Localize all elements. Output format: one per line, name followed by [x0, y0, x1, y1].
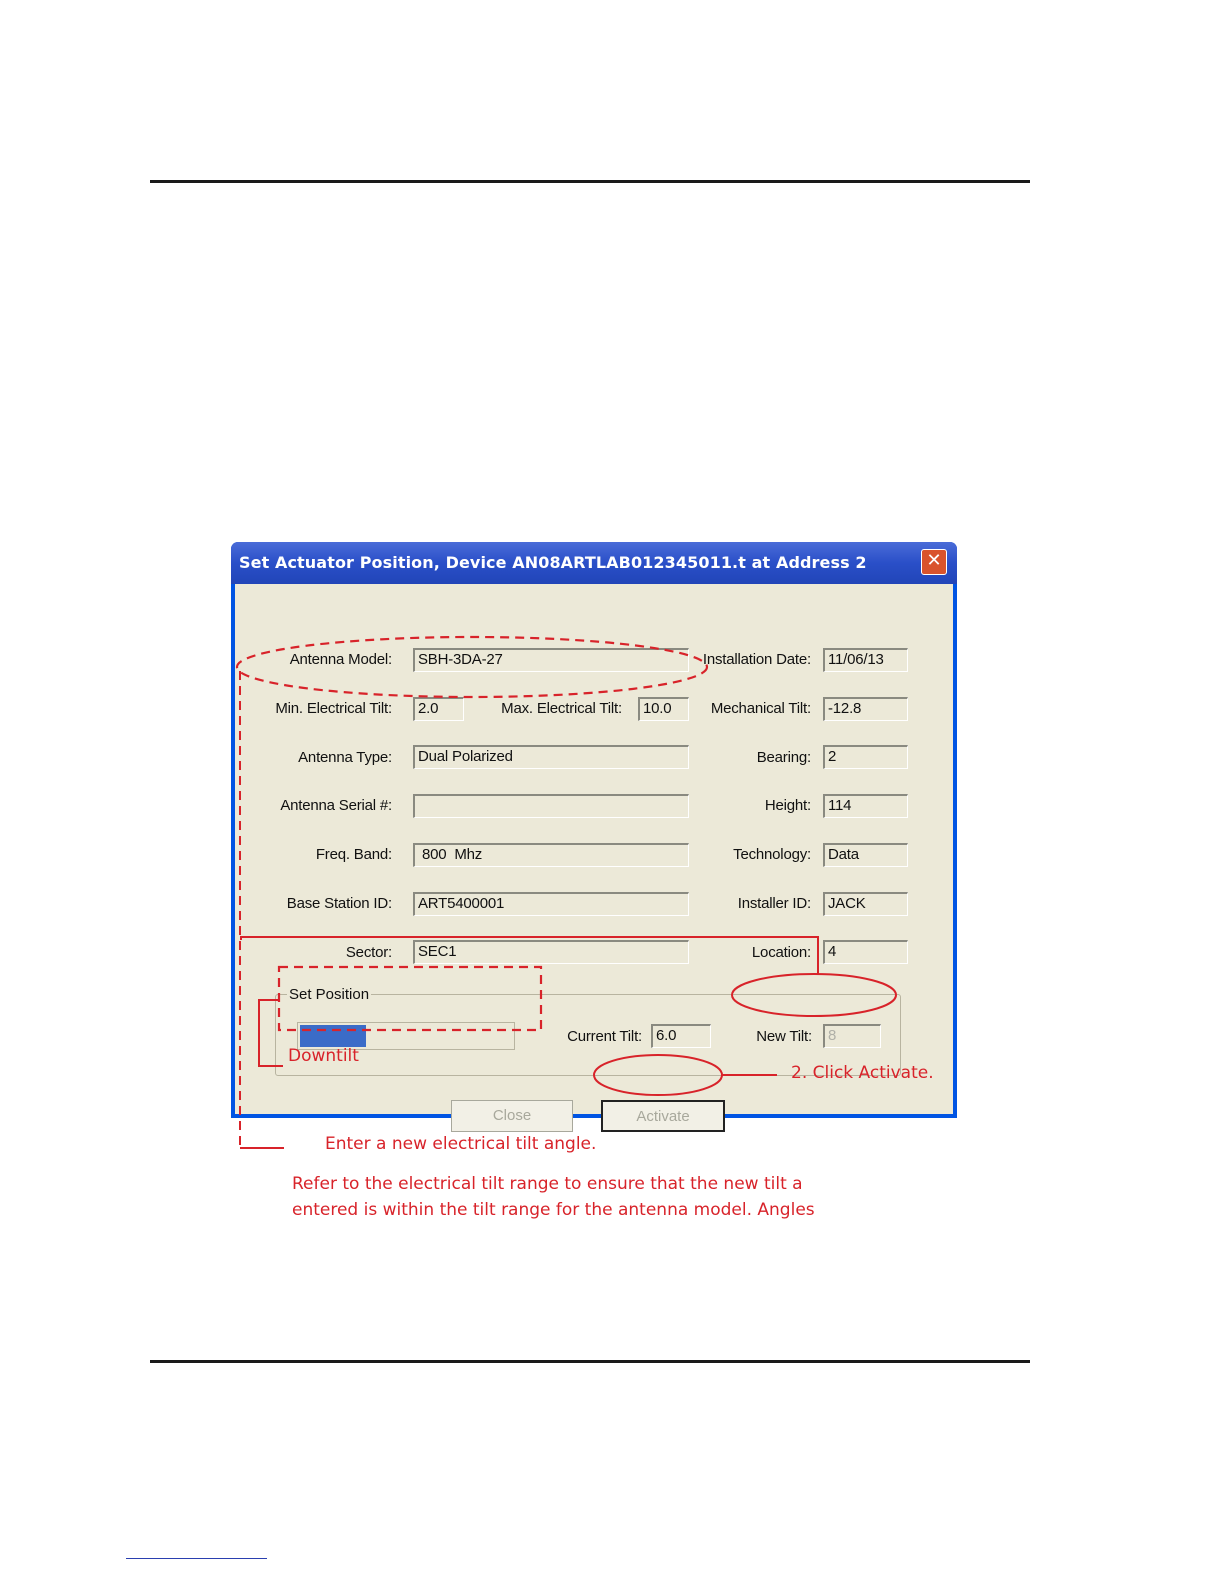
set-position-title: Set Position	[289, 986, 370, 1003]
new-tilt-leader-line	[241, 937, 818, 974]
base-station-id-label: Base Station ID:	[286, 895, 392, 912]
min-electrical-tilt-label: Min. Electrical Tilt:	[275, 700, 392, 717]
tilt-range-callout-ellipse	[237, 637, 707, 697]
base-station-id-field[interactable]: ART5400001	[413, 892, 689, 916]
height-field[interactable]: 114	[823, 794, 908, 818]
installer-id-field[interactable]: JACK	[823, 892, 908, 916]
antenna-type-label: Antenna Type:	[298, 749, 392, 766]
downtilt-annotation: Downtilt	[288, 1046, 359, 1066]
antenna-type-field[interactable]: Dual Polarized	[413, 745, 689, 769]
refer-range-line-2: entered is within the tilt range for the antenna model. Angles	[292, 1200, 815, 1220]
refer-range-line-1: Refer to the electrical tilt range to ensure that the new tilt a	[292, 1174, 803, 1194]
installation-date-label: Installation Date:	[702, 651, 811, 668]
antenna-model-label: Antenna Model:	[289, 651, 392, 668]
new-tilt-callout-ellipse	[732, 974, 896, 1016]
close-icon[interactable]: ✕	[921, 549, 947, 575]
max-electrical-tilt-label: Max. Electrical Tilt:	[501, 700, 622, 717]
click-activate-annotation: 2. Click Activate.	[791, 1063, 934, 1083]
sector-field[interactable]: SEC1	[413, 940, 689, 964]
progress-callout-box	[279, 967, 541, 1030]
installation-date-field[interactable]: 11/06/13	[823, 648, 908, 672]
bearing-field[interactable]: 2	[823, 745, 908, 769]
installer-id-label: Installer ID:	[737, 895, 811, 912]
dialog-title: Set Actuator Position, Device AN08ARTLAB012345011.t at Address 2	[239, 553, 867, 572]
height-label: Height:	[764, 797, 811, 814]
bearing-label: Bearing:	[756, 749, 811, 766]
current-tilt-label: Current Tilt:	[567, 1028, 642, 1045]
new-tilt-input[interactable]: 8	[823, 1024, 881, 1048]
mechanical-tilt-label: Mechanical Tilt:	[710, 700, 811, 717]
min-electrical-tilt-field[interactable]: 2.0	[413, 697, 464, 721]
current-tilt-field: 6.0	[651, 1024, 711, 1048]
activate-callout-ellipse	[594, 1055, 722, 1095]
activate-button[interactable]: Activate	[601, 1100, 725, 1132]
enter-new-tilt-annotation: Enter a new electrical tilt angle.	[325, 1134, 597, 1154]
max-electrical-tilt-field[interactable]: 10.0	[638, 697, 689, 721]
antenna-model-field[interactable]: SBH-3DA-27	[413, 648, 689, 672]
technology-field[interactable]: Data	[823, 843, 908, 867]
close-button[interactable]: Close	[451, 1100, 573, 1132]
technology-label: Technology:	[733, 846, 811, 863]
location-field[interactable]: 4	[823, 940, 908, 964]
location-label: Location:	[751, 944, 811, 961]
freq-band-field[interactable]: 800 Mhz	[413, 843, 689, 867]
mechanical-tilt-field[interactable]: -12.8	[823, 697, 908, 721]
freq-band-label: Freq. Band:	[315, 846, 392, 863]
new-tilt-label: New Tilt:	[756, 1028, 812, 1045]
antenna-serial-label: Antenna Serial #:	[280, 797, 392, 814]
sector-label: Sector:	[345, 944, 392, 961]
